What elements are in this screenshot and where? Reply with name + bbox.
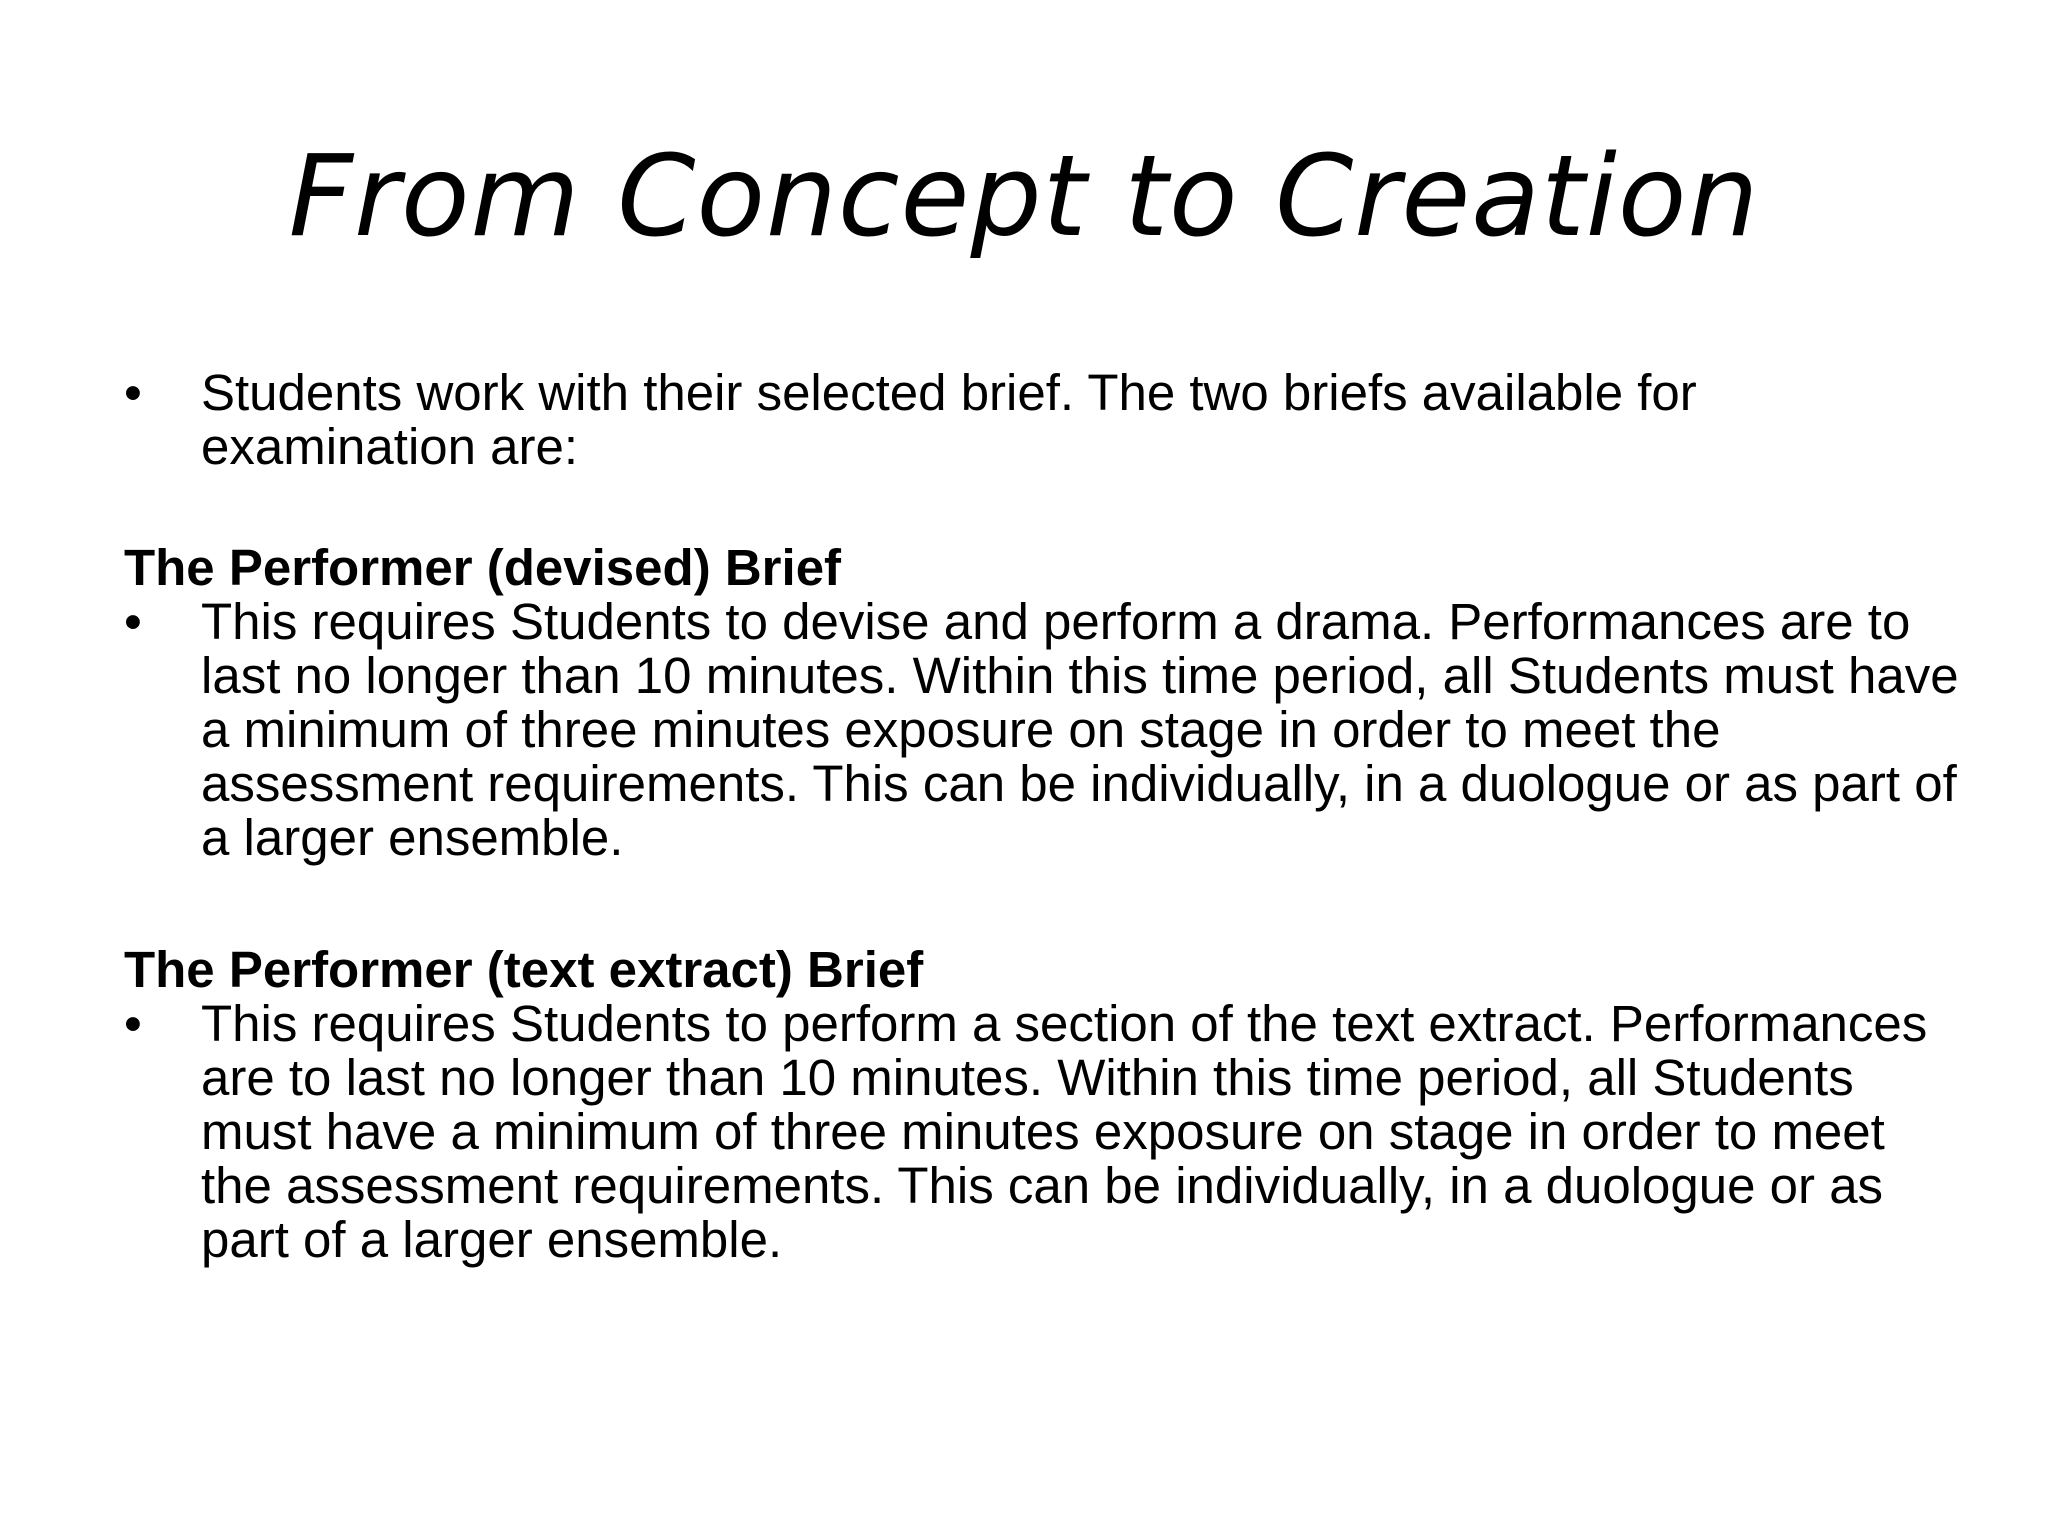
intro-bullet (124, 366, 1964, 474)
devised-bullet (124, 595, 1964, 865)
bullet-icon: • (124, 364, 142, 421)
intro-text: Students work with their selected brief. The two briefs available for examination are: (201, 364, 1697, 475)
section-heading-text-extract: The Performer (text extract) Brief (124, 941, 924, 998)
bullet-icon: • (124, 995, 142, 1052)
slide-title: From Concept to Creation (288, 132, 1760, 262)
section-heading-devised: The Performer (devised) Brief (124, 539, 842, 596)
slide-body (124, 366, 1964, 1267)
bullet-icon: • (124, 593, 142, 650)
text-extract-bullet (124, 997, 1964, 1267)
text-extract-text: This requires Students to perform a section of the text extract. Performances are to last no longer than 10 minutes. Within this time period, all Students must have a minimum of three minutes exposure on stage in order to meet the assessment requirements. This can be individually, in a duologue or as part of a larger ensemble. (201, 995, 1928, 1268)
devised-text: This requires Students to devise and perform a drama. Performances are to last no longer than 10 minutes. Within this time period, all Students must have a minimum of three minutes exposure on stage in order to meet the assessment requirements. This can be individually, in a duologue or as part of a larger ensemble. (201, 593, 1959, 866)
